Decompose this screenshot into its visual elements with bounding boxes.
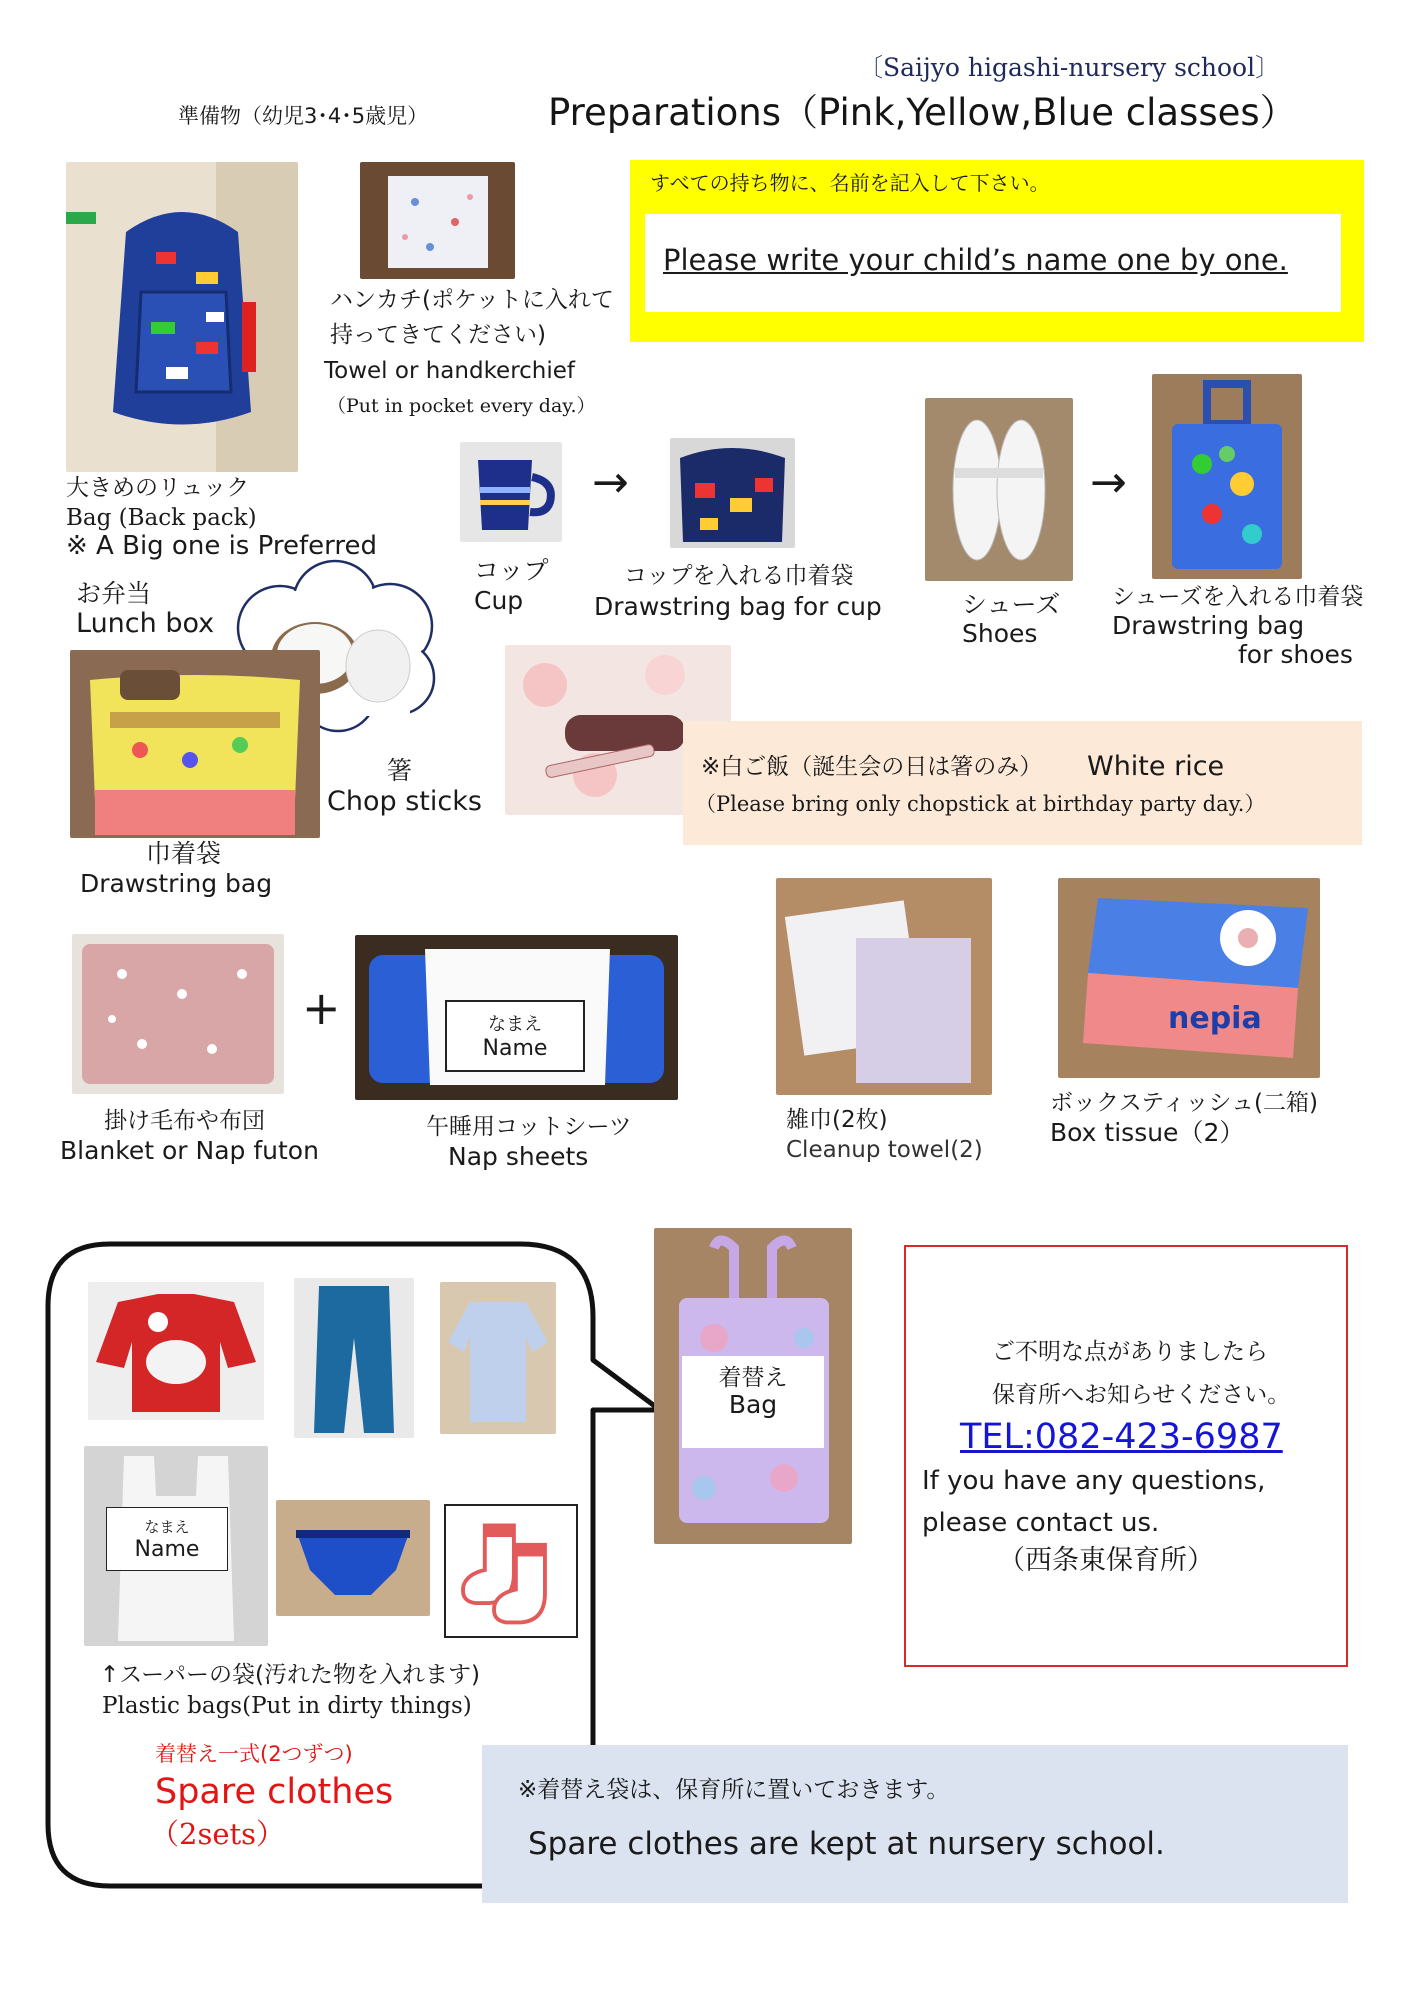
name-tag-en: Name <box>482 1036 548 1061</box>
name-notice-en: Please write your child’s name one by one. <box>663 243 1288 277</box>
change-bag-label-en: Bag <box>728 1390 778 1420</box>
contact-box <box>904 1245 1348 1667</box>
blanket-label-jp: 掛け毛布や布団 <box>104 1108 265 1134</box>
name-notice-jp: すべての持ち物に、名前を記入して下さい。 <box>650 171 1050 195</box>
spare-set-en: Spare clothes <box>155 1772 394 1812</box>
pants-photo <box>294 1278 414 1438</box>
box-tissue-photo <box>1058 878 1320 1078</box>
red-shirt-photo <box>88 1282 264 1420</box>
name-tag-en-2: Name <box>134 1537 200 1562</box>
cup-bag-label-en: Drawstring bag for cup <box>594 592 882 621</box>
name-tag-jp-2: なまえ <box>144 1518 190 1536</box>
plastic-bag-label-en: Plastic bags(Put in dirty things) <box>102 1693 472 1719</box>
kept-note-jp: ※着替え袋は、保育所に置いておきます。 <box>518 1777 950 1803</box>
contact-school-jp: （西条東保育所） <box>998 1545 1214 1576</box>
plastic-bag-label-jp: ↑スーパーの袋(汚れた物を入れます) <box>100 1662 480 1688</box>
socks-icon <box>444 1504 578 1638</box>
contact-en1: If you have any questions, <box>922 1466 1266 1496</box>
contact-en2: please contact us. <box>922 1508 1160 1538</box>
drawstring-bag-label-jp: 巾着袋 <box>146 839 222 868</box>
box-tissue-label-jp: ボックスティッシュ(二箱) <box>1050 1090 1318 1116</box>
name-notice-inner <box>645 214 1341 312</box>
kept-note-box <box>482 1745 1348 1903</box>
name-tag-plastic-bag <box>106 1507 228 1571</box>
shoes-bag-photo <box>1152 374 1302 579</box>
spare-set-jp: 着替え一式(2つずつ) <box>155 1742 353 1766</box>
nap-sheets-label-en: Nap sheets <box>448 1142 589 1171</box>
rice-note-en: White rice <box>1087 751 1225 782</box>
cleanup-towel-photo <box>776 878 992 1095</box>
cup-bag-label-jp: コップを入れる巾着袋 <box>624 563 854 589</box>
rice-note-box <box>683 721 1362 845</box>
tshirt-photo <box>440 1282 556 1434</box>
arrow-icon-2: → <box>1090 457 1127 508</box>
chopsticks-label-en: Chop sticks <box>327 786 482 817</box>
backpack-label-jp: 大きめのリュック <box>66 475 250 501</box>
shoes-bag-label-jp: シューズを入れる巾着袋 <box>1112 584 1364 610</box>
shoes-label-en: Shoes <box>962 619 1038 648</box>
rice-note-paren: （Please bring only chopstick at birthday party day.） <box>695 792 1266 816</box>
blanket-label-en: Blanket or Nap futon <box>60 1136 319 1165</box>
towel-label-jp2: 持ってきてください) <box>330 322 546 348</box>
towel-label-jp1: ハンカチ(ポケットに入れて <box>330 287 614 313</box>
towel-label-en: Towel or handkerchief <box>324 358 576 384</box>
backpack-note: ※ A Big one is Preferred <box>66 531 377 561</box>
towel-photo <box>360 162 515 279</box>
cup-bag-photo <box>670 438 795 548</box>
drawstring-bag-label-en: Drawstring bag <box>80 869 273 898</box>
kept-note-en: Spare clothes are kept at nursery school. <box>528 1826 1165 1862</box>
change-bag-label-box <box>682 1356 824 1448</box>
spare-set-count: （2sets） <box>150 1817 286 1851</box>
backpack-photo <box>66 162 298 472</box>
towel-note: （Put in pocket every day.） <box>327 395 596 417</box>
contact-jp2: 保育所へお知らせください。 <box>992 1382 1291 1408</box>
lunch-label-en: Lunch box <box>76 608 215 639</box>
box-tissue-label-en: Box tissue（2） <box>1050 1118 1245 1147</box>
shoes-bag-label-en1: Drawstring bag <box>1112 611 1305 640</box>
tissue-brand-text: nepia <box>1168 1001 1262 1036</box>
name-tag-nap <box>445 1000 585 1072</box>
jp-subtitle: 準備物（幼児3･4･5歳児） <box>178 104 429 128</box>
cup-photo <box>460 442 562 542</box>
contact-jp1: ご不明な点がありましたら <box>992 1339 1268 1365</box>
school-name: 〔Saijyo higashi-nursery school〕 <box>858 53 1281 82</box>
lunch-label-jp: お弁当 <box>76 579 152 608</box>
change-bag-label-jp: 着替え <box>718 1365 788 1391</box>
rice-note-jp: ※白ご飯（誕生会の日は箸のみ） <box>701 754 1043 780</box>
shoes-bag-label-en2: for shoes <box>1238 640 1353 669</box>
arrow-icon: → <box>592 457 629 508</box>
chopsticks-label-jp: 箸 <box>387 756 413 785</box>
name-notice-box <box>630 160 1364 342</box>
blanket-photo <box>72 934 284 1094</box>
cleanup-towel-label-jp: 雑巾(2枚) <box>786 1107 888 1133</box>
name-tag-jp: なまえ <box>488 1014 542 1035</box>
underwear-photo <box>276 1500 430 1616</box>
page-title: Preparations（Pink,Yellow,Blue classes） <box>548 91 1297 134</box>
nap-sheets-label-jp: 午睡用コットシーツ <box>426 1114 632 1140</box>
cup-label-jp: コップ <box>474 556 549 585</box>
shoes-label-jp: シューズ <box>962 590 1061 619</box>
backpack-label-en: Bag (Back pack) <box>66 505 257 531</box>
plus-icon: + <box>302 981 341 1035</box>
shoes-photo <box>925 398 1073 581</box>
cleanup-towel-label-en: Cleanup towel(2) <box>786 1137 983 1163</box>
contact-tel[interactable]: TEL:082-423-6987 <box>960 1417 1283 1457</box>
lunch-bag-photo <box>70 650 320 838</box>
cup-label-en: Cup <box>474 586 524 615</box>
